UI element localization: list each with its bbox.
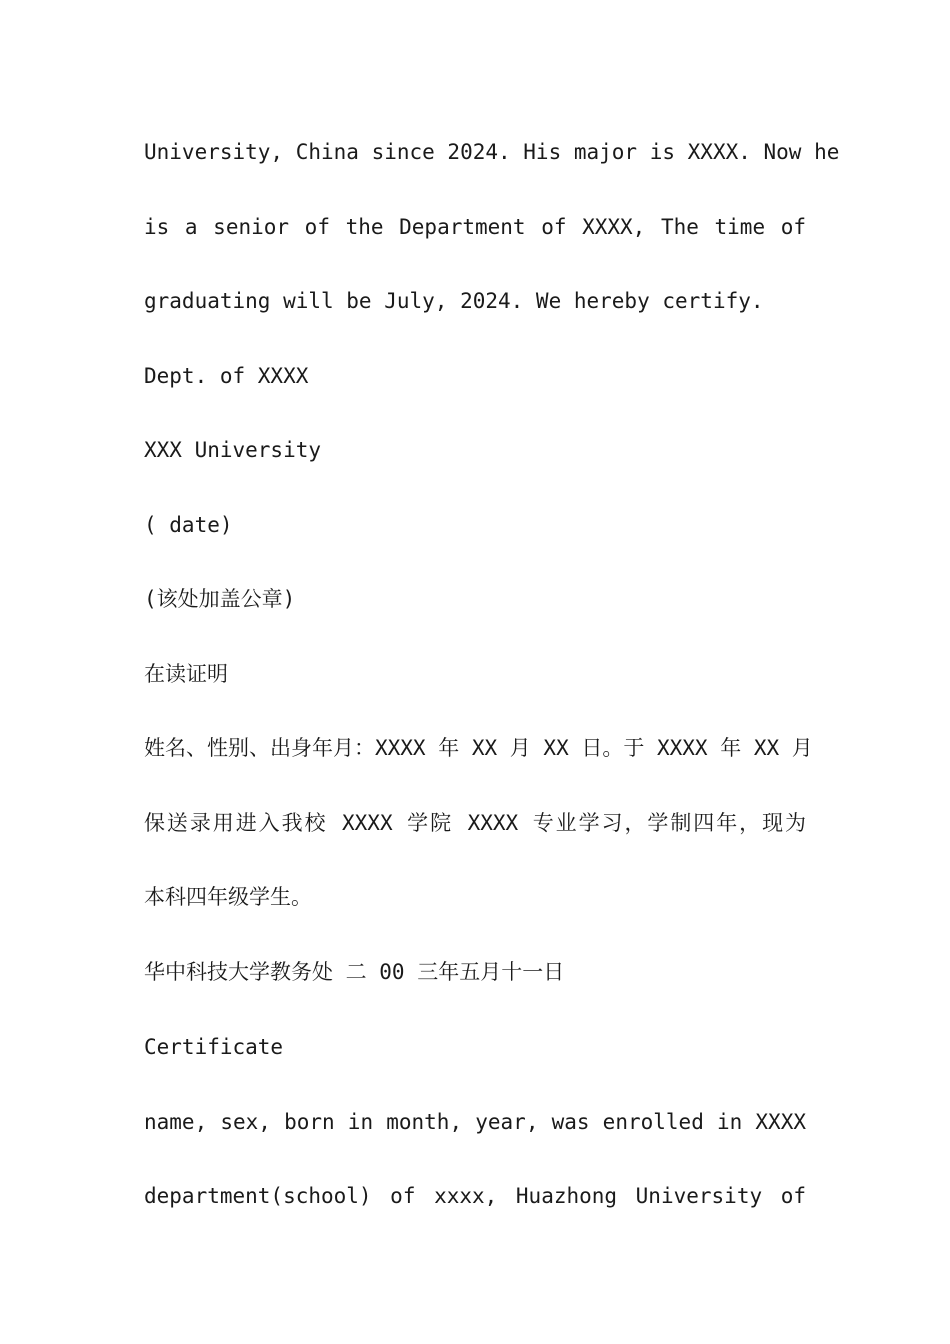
chinese-signature: 华中科技大学教务处 二 00 三年五月十一日 bbox=[144, 960, 565, 984]
english-title: Certificate bbox=[144, 1035, 284, 1059]
english-paragraph-line: University, China since 2024. His major is XXXX. Now he bbox=[144, 140, 840, 164]
chinese-body-line: 保送录用进入我校 XXXX 学院 XXXX 专业学习，学制四年，现为 bbox=[144, 811, 806, 835]
signature-date: ( date) bbox=[144, 513, 233, 537]
english-paragraph-line: name, sex, born in month, year, was enrolled in XXXX bbox=[144, 1110, 806, 1134]
chinese-body-line: 姓名、性别、出身年月：XXXX 年 XX 月 XX 日。于 XXXX 年 XX 月 bbox=[144, 736, 813, 760]
seal-note: (该处加盖公章) bbox=[144, 587, 296, 611]
chinese-title: 在读证明 bbox=[144, 662, 228, 686]
english-paragraph-line: graduating will be July, 2024. We hereby certify. bbox=[144, 289, 764, 313]
english-paragraph-line: department(school) of xxxx, Huazhong University of bbox=[144, 1184, 806, 1208]
signature-dept: Dept. of XXXX bbox=[144, 364, 309, 388]
signature-university: XXX University bbox=[144, 438, 322, 462]
english-paragraph-line: is a senior of the Department of XXXX, The time of bbox=[144, 215, 806, 239]
chinese-body-line: 本科四年级学生。 bbox=[144, 885, 312, 909]
